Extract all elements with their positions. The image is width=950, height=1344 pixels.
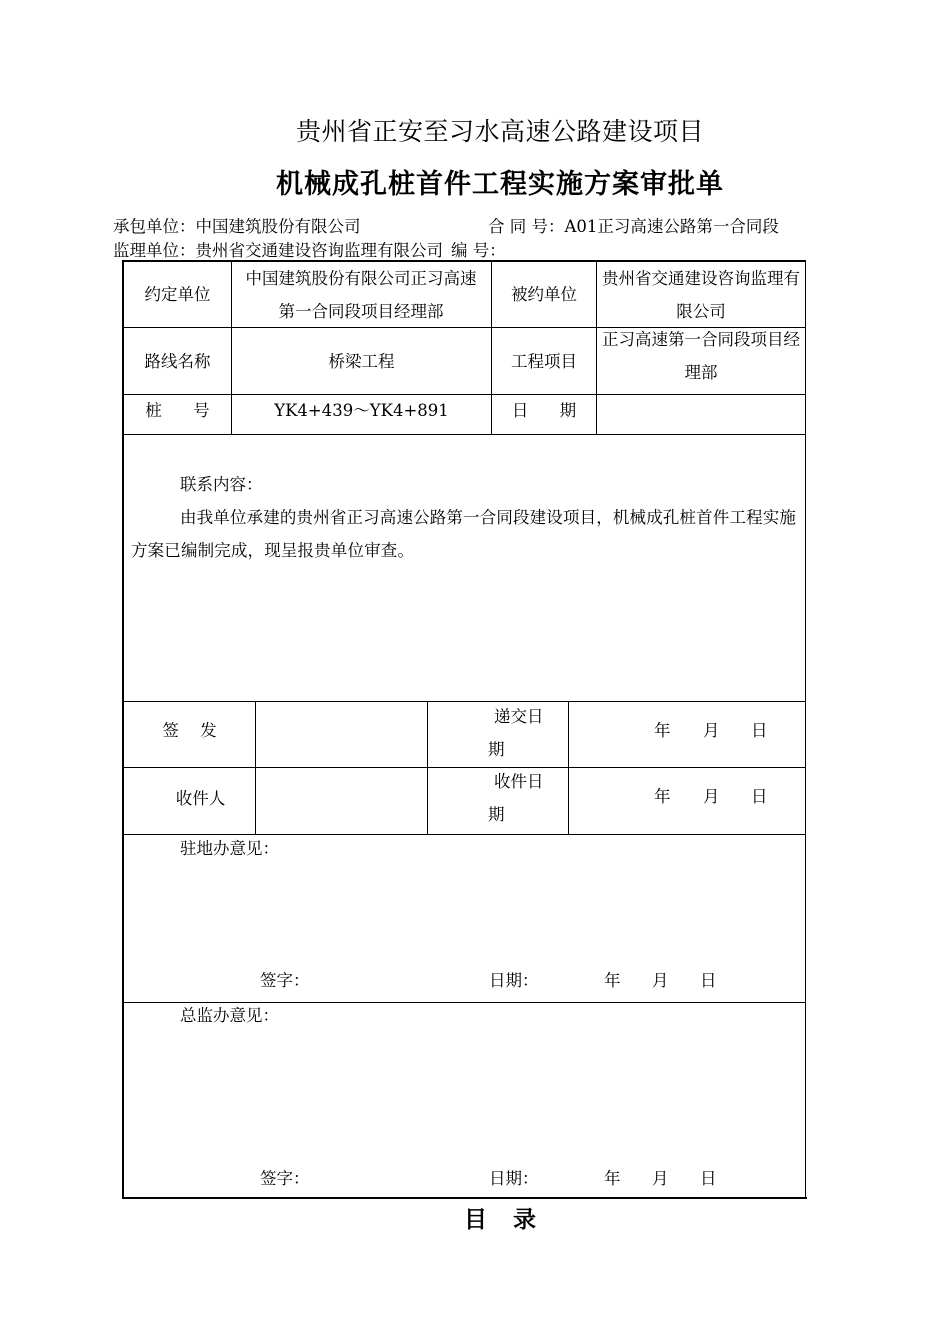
submit-date-label: 递交日期 <box>488 707 544 759</box>
receive-date-month: 月 <box>703 787 720 806</box>
agreed-unit-value: 中国建筑股份有限公司正习高速第一合同段项目经理部 <box>245 268 477 321</box>
chief-office-label: 总监办意见： <box>180 1006 279 1025</box>
contract-value: A01正习高速公路第一合同段 <box>564 217 779 236</box>
date-value <box>597 395 805 425</box>
pile-number-label: 桩 号 <box>145 400 210 420</box>
supervisor-line <box>113 237 506 261</box>
issuer-label: 签 发 <box>162 721 217 740</box>
issuer-value <box>256 702 427 767</box>
number-label: 编 号： <box>451 241 506 260</box>
site-office-day: 日 <box>700 971 717 990</box>
site-office-date-label: 日期： <box>489 971 539 990</box>
form-title: 机械成孔桩首件工程实施方案审批单 <box>276 169 724 200</box>
agreed-unit-label: 约定单位 <box>144 285 211 304</box>
project-item-value: 正习高速第一合同段项目经理部 <box>602 330 800 382</box>
contact-label: 联系内容： <box>180 475 263 494</box>
chief-office-day: 日 <box>700 1169 717 1188</box>
submit-date-year: 年 <box>654 721 671 740</box>
contract-line <box>488 213 779 237</box>
supervisor-label: 监理单位： <box>113 241 196 260</box>
project-item-label: 工程项目 <box>511 351 577 371</box>
supervisor-value: 贵州省交通建设咨询监理有限公司 <box>195 241 443 260</box>
route-name-label: 路线名称 <box>144 351 211 371</box>
route-name-value: 桥梁工程 <box>328 351 395 371</box>
date-label: 日 期 <box>511 400 577 420</box>
site-office-sign-label: 签字： <box>260 971 310 990</box>
submit-date-month: 月 <box>703 721 720 740</box>
contract-label: 合 同 号： <box>488 217 565 236</box>
chief-office-month: 月 <box>652 1169 669 1188</box>
contracted-unit-value: 贵州省交通建设咨询监理有限公司 <box>602 268 800 321</box>
contractor-line <box>113 213 361 237</box>
chief-office-sign-label: 签字： <box>260 1169 310 1188</box>
toc-heading: 目 录 <box>463 1206 536 1233</box>
chief-office-date-label: 日期： <box>489 1169 539 1188</box>
pile-number-value: YK4+439～YK4+891 <box>274 400 449 420</box>
site-office-label: 驻地办意见： <box>180 839 279 858</box>
submit-date-day: 日 <box>751 721 768 740</box>
receiver-label: 收件人 <box>175 788 226 808</box>
site-office-month: 月 <box>652 971 669 990</box>
receiver-value <box>256 768 427 834</box>
receive-date-day: 日 <box>751 787 768 806</box>
contractor-value: 中国建筑股份有限公司 <box>195 217 361 236</box>
contractor-label: 承包单位： <box>113 217 196 236</box>
receive-date-year: 年 <box>654 787 671 806</box>
chief-office-year: 年 <box>604 1169 621 1188</box>
site-office-year: 年 <box>604 971 621 990</box>
contracted-unit-label: 被约单位 <box>511 285 577 304</box>
receive-date-label: 收件日期 <box>488 772 544 824</box>
contact-body: 由我单位承建的贵州省正习高速公路第一合同段建设项目，机械成孔桩首件工程实施方案已编制完成，现呈报贵单位审查。 <box>131 508 797 560</box>
project-title: 贵州省正安至习水高速公路建设项目 <box>295 117 704 146</box>
